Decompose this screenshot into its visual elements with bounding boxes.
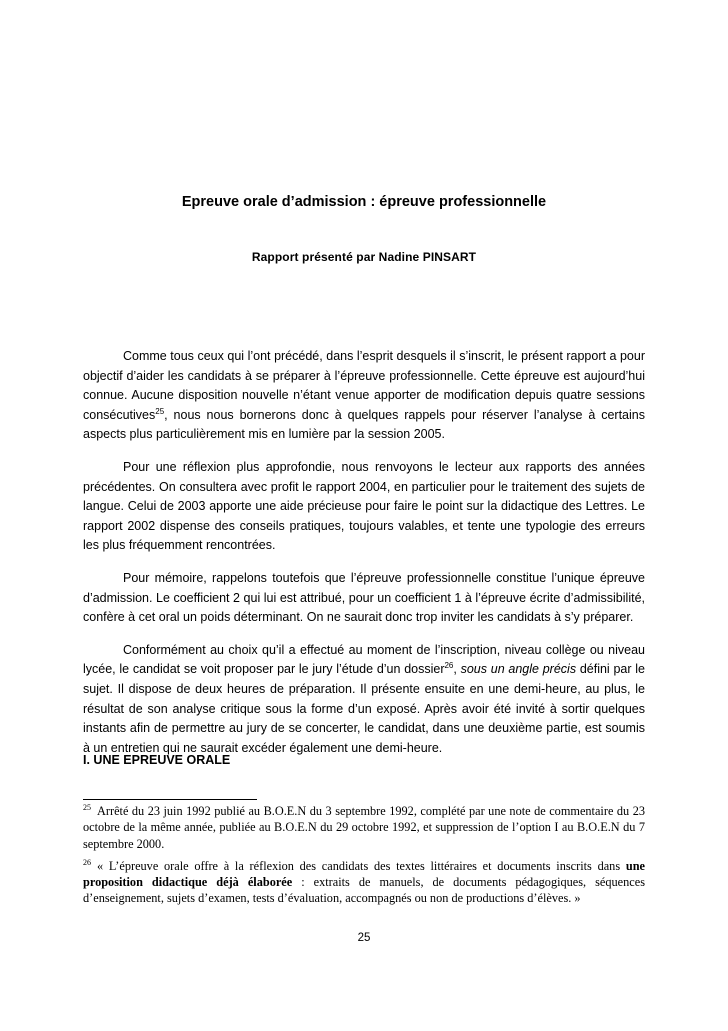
footnote-number: 26 — [83, 857, 91, 867]
footnote-25 — [83, 803, 645, 852]
footnote-text: Arrêté du 23 juin 1992 publié au B.O.E.N du 3 septembre 1992, complété par une note de commentaire du 23 octobre de la même année, publiée au B.O.E.N du 29 octobre 1992, et suppression de l’option I au B.O.E.N du 7 septembre 2000. — [83, 804, 645, 851]
footnote-separator — [83, 799, 257, 800]
footnote-ref-25: 25 — [155, 406, 165, 416]
paragraph-4 — [83, 641, 645, 759]
paragraph-4-part-a: Conformément au choix qu’il a effectué au moment de l’inscription, niveau collège ou niveau lycée, le candidat se voit proposer par le jury l’étude d’un dossier — [83, 642, 645, 677]
paragraph-2: Pour une réflexion plus approfondie, nous renvoyons le lecteur aux rapports des années précédentes. On consultera avec profit le rapport 2004, en particulier pour le traitement des sujets de langue. Celui de 2003 apporte une aide précieuse pour faire le point sur la didactique des Lettres. Le rapport 2002 dispense des conseils pratiques, toujours valables, et tente une typologie des erreurs les plus fréquemment rencontrées. — [83, 459, 645, 553]
footnotes — [83, 803, 645, 913]
footnote-ref-26: 26 — [444, 661, 454, 671]
footnote-number: 25 — [83, 802, 91, 812]
footnote-text-a: « L’épreuve orale offre à la réflexion des candidats des textes littéraires et documents inscrits dans — [97, 858, 626, 873]
paragraph-1 — [83, 347, 645, 445]
section-heading: I. UNE EPREUVE ORALE — [83, 753, 231, 767]
footnote-26 — [83, 858, 645, 907]
paragraph-4-part-b: , — [453, 662, 461, 677]
paragraph-4-part-c: défini par le sujet. Il dispose de deux heures de préparation. Il présente ensuite en une demi-heure, au plus, le résultat de son analyse critique sous la forme d’un exposé. Après avoir été invité à sortir quelques instants afin de permettre au jury de se concerter, le candidat, dans une deuxième partie, est soumis à un entretien qui ne saurait excéder également une demi-heure. — [83, 662, 645, 755]
document-subtitle: Rapport présenté par Nadine PINSART — [251, 250, 477, 264]
paragraph-1-part-b: , nous nous bornerons donc à quelques rappels pour réserver l’analyse à certains aspects plus particulièrement mis en lumière par la session 2005. — [83, 407, 645, 442]
footnote-text-b: : extraits de manuels, de documents pédagogiques, séquences d’enseignement, sujets d’examen, tests d’évaluation, accompagnés ou non de productions d’élèves. » — [83, 875, 645, 906]
paragraph-4-italic: sous un angle précis — [460, 662, 577, 677]
body-text — [83, 347, 645, 771]
paragraph-1-part-a: Comme tous ceux qui l’ont précédé, dans l’esprit desquels il s’inscrit, le présent rapport a pour objectif d’aider les candidats à se préparer à l’épreuve professionnelle. Cette épreuve est aujourd’hui connue. Aucune disposition nouvelle n’étant venue apporter de modification depuis quatre sessions consécutives — [83, 349, 645, 422]
footnote-bold: une proposition didactique déjà élaborée — [83, 858, 645, 890]
page-number: 25 — [357, 932, 371, 944]
document-title: Epreuve orale d’admission : épreuve professionnelle — [181, 194, 547, 210]
paragraph-3: Pour mémoire, rappelons toutefois que l’épreuve professionnelle constitue l’unique épreuve d’admission. Le coefficient 2 qui lui est attribué, pour un coefficient 1 à l’épreuve écrite d’admissibilité, confère à cet oral un poids déterminant. On ne saurait donc trop inviter les candidats à s’y préparer. — [83, 570, 645, 625]
